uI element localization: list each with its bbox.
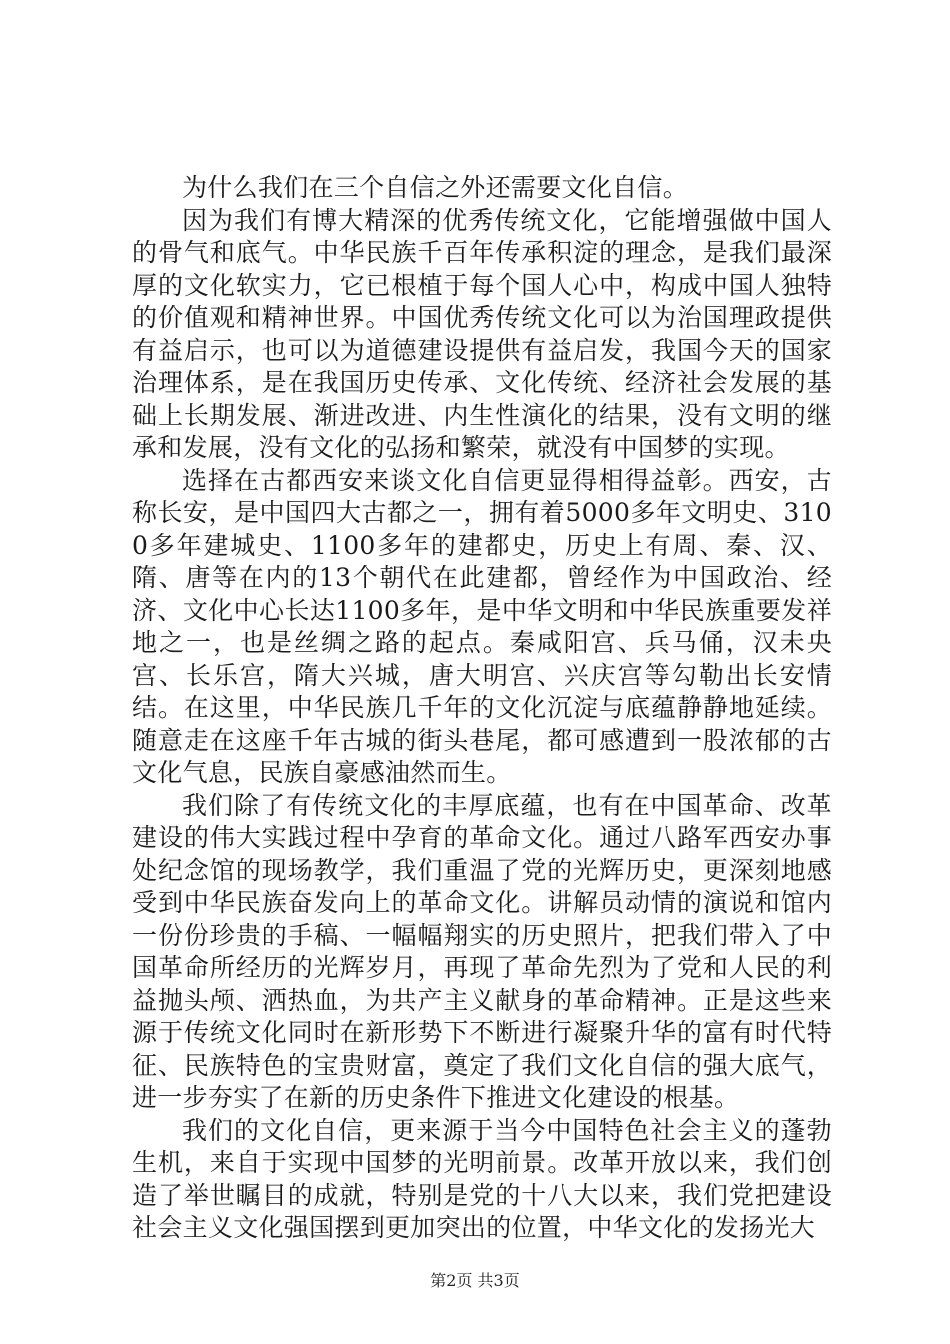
paragraph-2: 因为我们有博大精深的优秀传统文化，它能增强做中国人的骨气和底气。中华民族千百年传承积淀的理念，是我们最深厚的文化软实力，它已根植于每个国人心中，构成中国人独特的价值观和精神世界。中国优秀传统文化可以为治国理政提供有益启示，也可以为道德建设提供有益启发，我国今天的国家治理体系，是在我国历史传承、文化传统、经济社会发展的基础上长期发展、渐进改进、内生性演化的结果，没有文明的继承和发展，没有文化的弘扬和繁荣，就没有中国梦的实现。	[132, 205, 832, 462]
paragraph-4: 我们除了有传统文化的丰厚底蕴，也有在中国革命、改革建设的伟大实践过程中孕育的革命文化。通过八路军西安办事处纪念馆的现场教学，我们重温了党的光辉历史，更深刻地感受到中华民族奋发向上的革命文化。讲解员动情的演说和馆内一份份珍贵的手稿、一幅幅翔实的历史照片，把我们带入了中国革命所经历的光辉岁月，再现了革命先烈为了党和人民的利益抛头颅、洒热血，为共产主义献身的革命精神。正是这些来源于传统文化同时在新形势下不断进行凝聚升华的富有时代特征、民族特色的宝贵财富，奠定了我们文化自信的强大底气，进一步夯实了在新的历史条件下推进文化建设的根基。	[132, 790, 832, 1112]
page-number-footer: 第2页 共3页	[430, 1271, 520, 1290]
paragraph-3: 选择在古都西安来谈文化自信更显得相得益彰。西安，古称长安，是中国四大古都之一，拥有着5000多年文明史、3100多年建城史、1100多年的建都史，历史上有周、秦、汉、隋、唐等在内的13个朝代在此建都，曾经作为中国政治、经济、文化中心长达1100多年，是中华文明和中华民族重要发祥地之一，也是丝绸之路的起点。秦咸阳宫、兵马俑，汉未央宫、长乐宫，隋大兴城，唐大明宫、兴庆宫等勾勒出长安情结。在这里，中华民族几千年的文化沉淀与底蕴静静地延续。随意走在这座千年古城的街头巷尾，都可感遭到一股浓郁的古文化气息，民族自豪感油然而生。	[132, 465, 832, 787]
document-body	[132, 172, 832, 1245]
paragraph-1: 为什么我们在三个自信之外还需要文化自信。	[182, 173, 689, 202]
paragraph-5: 我们的文化自信，更来源于当今中国特色社会主义的蓬勃生机，来自于实现中国梦的光明前景。改革开放以来，我们创造了举世瞩目的成就，特别是党的十八大以来，我们党把建设社会主义文化强国摆到更加突出的位置，中华文化的发扬光大	[132, 1115, 832, 1242]
